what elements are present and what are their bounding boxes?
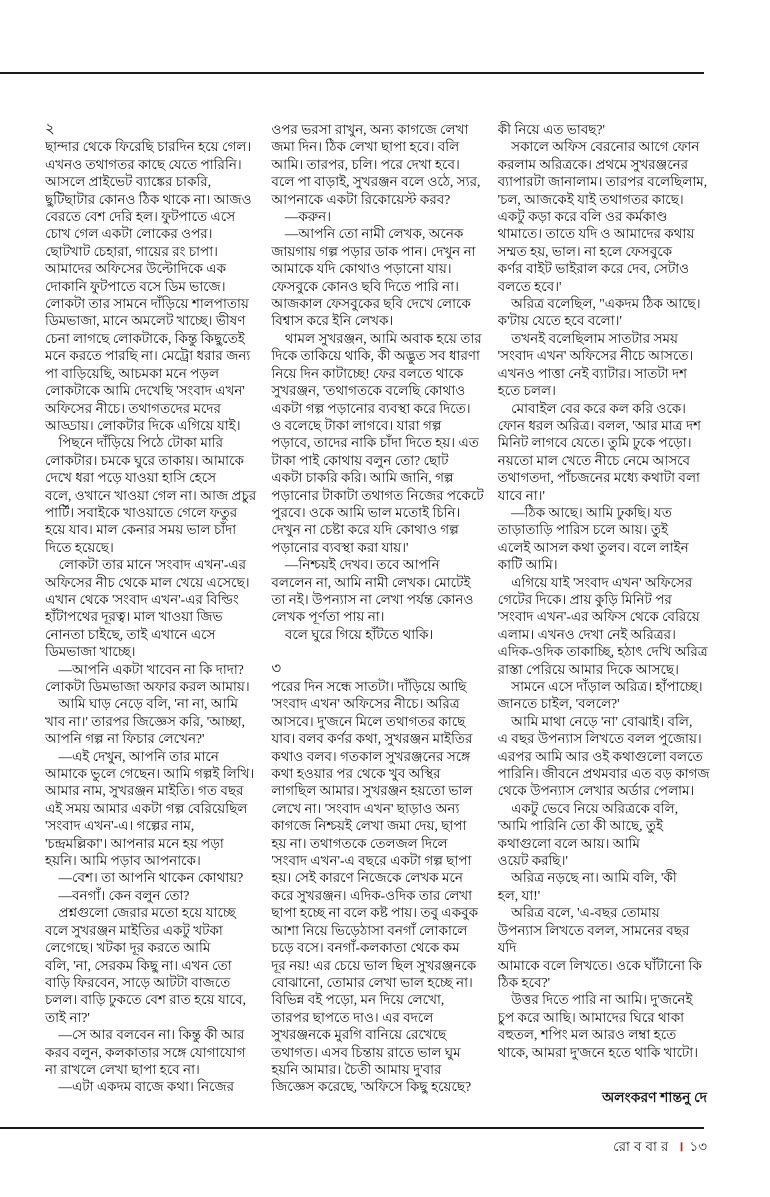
text-line: 'সংবাদ এখন'-এর অফিস থেকে বেরিয়ে bbox=[497, 609, 700, 625]
text-line: ডিমভাজা, মানে অমলেট খাচ্ছে। ভীষণ bbox=[45, 313, 246, 329]
text-line: আমি মাথা নেড়ে 'না' বোঝাই। বলি, bbox=[497, 713, 693, 729]
text-line: এ বছর উপন্যাস লিখতে বলল পুজোয়। bbox=[497, 731, 702, 747]
footer-rule bbox=[0, 1127, 704, 1129]
text-line: ছান্দার থেকে ফিরেছি চারদিন হয়ে গেল। bbox=[45, 139, 252, 155]
text-line: সুখরঞ্জনকে মুরগি বানিয়ে রেখেছে bbox=[271, 1027, 447, 1043]
text-line: পার্টি। সবাইকে খাওয়াতে গেলে ফতুর bbox=[45, 504, 238, 520]
illustration-credit: অলংকরণ শান্তনু দে bbox=[602, 1091, 707, 1106]
text-line: —এই দেখুন, আপনি তার মানে bbox=[45, 748, 219, 764]
text-line: আমার নাম, সুখরঞ্জন মাইতি। গত বছর bbox=[45, 783, 244, 799]
text-line: আমাকে ভুলে গেছেন। আমি গল্পই লিখি। bbox=[45, 766, 255, 782]
text-line: সকালে অফিস বেরনোর আগে ফোন bbox=[497, 139, 700, 155]
text-line: বলে পা বাড়াই, সুখরঞ্জন বলে ওঠে, স্যর, bbox=[271, 174, 481, 190]
text-line: আশা নিয়ে ভিড়েঠাসা বনগাঁ লোকালে bbox=[271, 922, 468, 938]
text-line: চেনা লাগছে লোকটাকে, কিন্তু কিছুতেই bbox=[45, 330, 245, 346]
text-line: লোকটাকে আমি দেখেছি 'সংবাদ এখন' bbox=[45, 383, 245, 399]
text-line: জমা দিন। ঠিক লেখা ছাপা হবে। বলি bbox=[271, 139, 460, 155]
text-line: ব্যাপারটা জানালাম। তারপর বলেছিলাম, bbox=[497, 174, 708, 190]
text-line: দেখে ধরা পড়ে যাওয়া হাসি হেসে bbox=[45, 470, 217, 486]
text-line: —বেশ। তা আপনি থাকেন কোথায়? bbox=[45, 870, 244, 886]
text-line: একটা গল্প পড়ানোর ব্যবস্থা করে দিতে। bbox=[271, 400, 471, 416]
text-line: কথাও বলব। গতকাল সুখরঞ্জনের সঙ্গে bbox=[271, 748, 471, 764]
text-line: চড়ে বসে। বনগাঁ-কলকাতা থেকে কম bbox=[271, 940, 460, 956]
text-line: জানতে চাইল, 'বললে?' bbox=[497, 696, 620, 712]
text-line: তারপর ছাপতে দাও। এর বদলে bbox=[271, 1009, 434, 1025]
text-line: যাবে না।' bbox=[497, 487, 545, 503]
text-line: থাকে, আমরা দু'জনে হতে থাকি খাটো। bbox=[497, 1044, 699, 1060]
text-line: 'সংবাদ এখন' অফিসের নীচে আসতে। bbox=[497, 348, 694, 364]
text-line bbox=[271, 643, 484, 660]
text-line: কথাগুলো বলে আয়। আমি bbox=[497, 835, 640, 851]
text-line: আমি। তারপর, চলি। পরে দেখা হবে। bbox=[271, 156, 460, 172]
story-text bbox=[45, 121, 711, 1096]
text-line: আমি ঘাড় নেড়ে বলি, 'না না, আমি bbox=[45, 696, 239, 712]
text-line: দেখুন না চেষ্টা করে যদি কোথাও গল্প bbox=[271, 522, 459, 538]
text-line: অরিত্র বলেছিল, "একদম ঠিক আছে। bbox=[497, 296, 701, 312]
text-line: ঠিক হবে?' bbox=[497, 974, 551, 990]
text-line: ছুটিছাটার কোনও ঠিক থাকে না। আজও bbox=[45, 191, 252, 207]
text-line: চলল। বাড়ি ঢুকতে বেশ রাত হয়ে যাবে, bbox=[45, 992, 246, 1008]
text-line: ছাপা হচ্ছে না বলে কষ্ট পায়। তবু একবুক bbox=[271, 905, 479, 921]
text-line: এলাম। এখনও দেখা নেই অরিত্রর। bbox=[497, 626, 676, 642]
text-line: —এটা একদম বাজে কথা। নিজের bbox=[45, 1079, 235, 1095]
text-line: হল, যা!' bbox=[497, 887, 541, 903]
text-line: আসলে প্রাইভেট ব্যাঙ্কের চাকরি, bbox=[45, 174, 212, 190]
text-line: বিশ্বাস করে ইনি লেখক। bbox=[271, 313, 394, 329]
text-line: এরপর আমি আর ওই কথাগুলো বলতে bbox=[497, 748, 703, 764]
text-line: —বনগাঁ। কেন বলুন তো? bbox=[45, 887, 190, 903]
text-line: হয় না। তথাগতকে তেলজল দিলে bbox=[271, 835, 448, 851]
text-line: নয়তো মাল খেতে নীচে নেমে আসবে bbox=[497, 452, 691, 468]
text-line: হয়ে যাব। মাল কেনার সময় ভাল চাঁদা bbox=[45, 522, 237, 538]
text-line: তখনই বলেছিলাম সাতটার সময় bbox=[497, 330, 678, 346]
text-line: জিজ্ঞেস করেছে, 'অফিসে কিছু হয়েছে? bbox=[271, 1079, 472, 1095]
text-line: ডিমভাজা খাচ্ছে। bbox=[45, 644, 136, 660]
text-line: থামাতে। তাতে যদি ও আমাদের কথায় bbox=[497, 226, 695, 242]
text-line: লাগছিল আমার। সুখরঞ্জন হয়তো ভাল bbox=[271, 783, 473, 799]
text-line: দোকানি ফুটপাতে বসে ডিম ভাজে। bbox=[45, 278, 226, 294]
text-line: সামনে এসে দাঁড়াল অরিত্র। হাঁপাচ্ছে। bbox=[497, 679, 703, 694]
text-line: মোবাইল বের করে কল করি ওকে। bbox=[497, 400, 687, 416]
text-line: এখান থেকে 'সংবাদ এখন'-এর বিল্ডিং bbox=[45, 591, 239, 607]
text-line: লোকটা তার মানে 'সংবাদ এখন'-এর bbox=[45, 557, 247, 573]
text-line: লোকটা ডিমভাজা অফার করল আমায়। bbox=[45, 679, 250, 694]
text-line: এদিক-ওদিক তাকাচ্ছি, হঠাৎ দেখি অরিত্র bbox=[497, 644, 708, 660]
text-line: গেটের দিকে। প্রায় কুড়ি মিনিট পর bbox=[497, 591, 672, 607]
text-line: রাস্তা পেরিয়ে আমার দিকে আসছে। bbox=[497, 661, 679, 677]
text-line: লেখক পূর্ণতা পায় না। bbox=[271, 609, 385, 625]
text-line: বোঝানো, তোমার লেখা ভাল হচ্ছে না। bbox=[271, 974, 473, 990]
text-line: —নিশ্চয়ই দেখব। তবে আপনি bbox=[271, 557, 440, 573]
text-line: এগিয়ে যাই 'সংবাদ এখন' অফিসের bbox=[497, 574, 693, 590]
text-line: 'চন্দ্রমল্লিকা'। আপনার মনে হয় পড়া bbox=[45, 835, 224, 851]
text-line: তথাগতদা, পাঁচজনের মধ্যে কথাটা বলা bbox=[497, 470, 700, 486]
text-line: ফেসবুকে কোনও ছবি দিতে পারি না। bbox=[271, 278, 459, 294]
text-line: বহুতল, শপিং মল আরও লম্বা হতে bbox=[497, 1027, 677, 1043]
text-line: মনে করতে পারছি না। মেট্রো ধরার জন্য bbox=[45, 348, 251, 364]
text-line: এখনও পাত্তা নেই ব্যাটার। সাতটা দশ bbox=[497, 365, 688, 381]
text-line: কাগজে নিশ্চয়ই লেখা জমা দেয়, ছাপা bbox=[271, 818, 467, 834]
text-line: প্রশ্নগুলো জেরার মতো হয়ে যাচ্ছে bbox=[45, 905, 236, 921]
text-line: চোখ গেল একটা লোকের ওপর। bbox=[45, 226, 213, 242]
text-line: আড্ডায়। লোকটার দিকে এগিয়ে যাই। bbox=[45, 417, 241, 433]
text-line: সম্মত হয়, ভাল। না হলে ফেসবুকে bbox=[497, 243, 673, 259]
top-rule bbox=[0, 72, 704, 74]
text-line: খাব না।' তারপর জিজ্ঞেস করি, 'আচ্ছা, bbox=[45, 713, 246, 729]
text-line: —সে আর বলবেন না। কিন্তু কী আর bbox=[45, 1027, 245, 1043]
text-column-3 bbox=[498, 121, 711, 1096]
text-line: থেকে উপন্যাস লেখার অর্ডার পেলাম। bbox=[497, 783, 695, 799]
text-line: লোকটা তার সামনে দাঁড়িয়ে শালপাতায় bbox=[45, 296, 249, 312]
text-line: আজকাল ফেসবুকের ছবি দেখে লোকে bbox=[271, 296, 471, 312]
text-line: পরের দিন সন্ধে সাতটা। দাঁড়িয়ে আছি bbox=[271, 679, 467, 694]
text-line: আমাকে যদি কোথাও পড়ানো যায়। bbox=[271, 261, 452, 277]
text-line: 'আমি পারিনি তো কী আছে, তুই bbox=[497, 818, 664, 834]
text-line: বাড়ি ফিরবেন, সাড়ে আটটা বাজতে bbox=[45, 974, 231, 990]
page-number: ১৩ bbox=[689, 1139, 707, 1154]
text-line: নোনতা চাইছে, তাই এখানে এসে bbox=[45, 626, 216, 642]
text-line: আসবে। দু'জনে মিলে তথাগতর কাছে bbox=[271, 713, 466, 729]
text-line: হয়নি আমার। চৈতী আমায় দু'বার bbox=[271, 1061, 442, 1077]
text-line: —করুন। bbox=[271, 209, 332, 225]
text-line: 'সংবাদ এখন'-এ বছরে একটা গল্প ছাপা bbox=[271, 853, 472, 869]
text-line: ও বলেছে টাকা লাগবে। যারা গল্প bbox=[271, 417, 442, 433]
text-line: পড়াবে, তাদের নাকি চাঁদা দিতে হয়। এত bbox=[271, 435, 479, 451]
text-line: —ঠিক আছে। আমি ঢুকছি। যত bbox=[497, 504, 672, 520]
magazine-name: রোববার bbox=[613, 1139, 673, 1154]
text-line: না রাখলে লেখা ছাপা হবে না। bbox=[45, 1061, 200, 1077]
text-line: ওয়েট করছি।' bbox=[497, 853, 568, 869]
text-line: কথা হওয়ার পর থেকে খুব অস্থির bbox=[271, 766, 441, 782]
text-line: পিছনে দাঁড়িয়ে পিঠে টোকা মারি bbox=[45, 435, 224, 451]
text-line: বলে, ওখানে খাওয়া গেল না। আজ প্রচুর bbox=[45, 487, 257, 503]
text-line: কর্ণর বাইট ভাইরাল করে দেব, সেটাও bbox=[497, 261, 690, 277]
text-line: হাঁটাপথের দূরত্ব। মাল খাওয়া জিভ bbox=[45, 609, 223, 625]
text-line: 'চল, আজকেই যাই তথাগতর কাছে। bbox=[497, 191, 684, 207]
text-line: মিনিট লাগবে যেতে। তুমি ঢুকে পড়ো। bbox=[497, 435, 692, 451]
text-column-1 bbox=[45, 121, 258, 1096]
text-line: আমাকে বলে লিখতে। ওকে ঘাঁটানো কি bbox=[497, 957, 702, 973]
text-line: ওপর ভরসা রাখুন, অন্য কাগজে লেখা bbox=[271, 122, 469, 137]
footer-separator: । bbox=[678, 1139, 684, 1154]
text-line: বলতে হবে।' bbox=[497, 278, 562, 294]
text-line: বলি, 'না, সেরকম কিছু না। এখন তো bbox=[45, 957, 232, 973]
text-line: বলে সুখরঞ্জন মাইতির একটু খটকা bbox=[45, 922, 223, 938]
text-line: তাই না?' bbox=[45, 1009, 90, 1025]
text-line: হতে চলল। bbox=[497, 383, 556, 399]
text-line: উপন্যাস লিখতে বলল, সামনের বছর যদি bbox=[497, 922, 693, 956]
text-line: লেখে না। 'সংবাদ এখন' ছাড়াও অন্য bbox=[271, 800, 460, 816]
text-line: হয়। সেই কারণে নিজেকে লেখক মনে bbox=[271, 870, 463, 886]
text-line: পা বাড়িয়েছি, আচমকা মনে পড়ল bbox=[45, 365, 220, 381]
text-line: —আপনি একটা খাবেন না কি দাদা? bbox=[45, 661, 244, 677]
text-line: আমাদের অফিসের উল্টোদিকে এক bbox=[45, 261, 227, 277]
text-line: পড়ানোর ব্যবস্থা করা যায়।' bbox=[271, 539, 409, 555]
text-line: দিতে হয়েছে। bbox=[45, 539, 114, 555]
text-line: চুপ করে আছি। আমাদের ঘিরে থাকা bbox=[497, 1009, 685, 1025]
text-line: পুরবে। ওকে আমি ভাল মতোই চিনি। bbox=[271, 504, 461, 520]
text-line: ফোন ধরল অরিত্র। বলল, 'আর মাত্র দশ bbox=[497, 417, 702, 433]
text-line: করব বলুন, কলকাতার সঙ্গে যোগাযোগ bbox=[45, 1044, 246, 1060]
text-line: দূর নয়! এর চেয়ে ভাল ছিল সুখরঞ্জনকে bbox=[271, 957, 477, 973]
text-line: একটু ভেবে নিয়ে অরিত্রকে বলি, bbox=[497, 800, 679, 816]
text-line: হয়নি। আমি পড়াব আপনাকে। bbox=[45, 853, 201, 869]
text-line: 'সংবাদ এখন'-এ। গল্পের নাম, bbox=[45, 818, 195, 834]
text-line: কী নিয়ে এত ভাবছ?' bbox=[497, 122, 605, 137]
text-line: আপনি গল্প না ফিচার লেখেন?' bbox=[45, 731, 205, 747]
text-line: ছোটখাট চেহারা, গায়ের রং চাপা। bbox=[45, 243, 218, 259]
text-line: একটা চাকরি করি। আমি জানি, গল্প bbox=[271, 470, 454, 486]
text-line: তা নই। উপন্যাস না লেখা পর্যন্ত কোনও bbox=[271, 591, 474, 607]
text-line: কাটি আমি। bbox=[497, 557, 558, 573]
text-line: বেরতে বেশ দেরি হল। ফুটপাতে এসে bbox=[45, 209, 236, 225]
text-line: অফিসের নীচে। তথাগতদের মদের bbox=[45, 400, 221, 416]
text-column-2 bbox=[271, 121, 484, 1096]
text-line: অরিত্র বলে, 'এ-বছর তোমায় bbox=[497, 905, 660, 921]
text-line: —আপনি তো নামী লেখক, অনেক bbox=[271, 226, 464, 242]
text-line: টাকা পাই কোথায় বলুন তো? ছোট bbox=[271, 452, 449, 468]
text-line: দিকে তাকিয়ে থাকি, কী অদ্ভুত সব ধারণা bbox=[271, 348, 480, 364]
text-line: একটু কড়া করে বলি ওর কর্মকাণ্ড bbox=[497, 209, 668, 225]
section-number: ২ bbox=[45, 121, 55, 137]
text-line: এই সময় আমার একটা গল্প বেরিয়েছিল bbox=[45, 800, 248, 816]
text-line: বললেন না, আমি নামী লেখক। মোটেই bbox=[271, 574, 471, 590]
text-line: পড়ানোর টাকাটা তথাগত নিজের পকেটে bbox=[271, 487, 484, 503]
text-line: এলেই আসল কথা তুলব। বলে লাইন bbox=[497, 539, 689, 555]
text-line: যাব। বলব কর্ণর কথা, সুখরঞ্জন মাইতির bbox=[271, 731, 473, 747]
text-line: অফিসের নীচ থেকে মাল খেয়ে এসেছে। bbox=[45, 574, 250, 590]
text-line: বলে ঘুরে গিয়ে হাঁটতে থাকি। bbox=[271, 626, 434, 642]
text-line: থামল সুখরঞ্জন, আমি অবাক হয়ে তার bbox=[271, 330, 482, 346]
text-line: জায়গায় গল্প পড়ার ডাক পান। দেখুন না bbox=[271, 243, 476, 259]
text-line: এখনও তথাগতর কাছে যেতে পারিনি। bbox=[45, 156, 242, 172]
text-line: লোকটার। চমকে ঘুরে তাকায়। আমাকে bbox=[45, 452, 244, 468]
text-line: লেগেছে। খটকা দূর করতে আমি bbox=[45, 940, 211, 956]
text-line: করলাম অরিত্রকে। প্রথমে সুখরঞ্জনের bbox=[497, 156, 689, 172]
text-line: নিয়ে দিন কাটাচ্ছে! ফের বলতে থাকে bbox=[271, 365, 464, 381]
text-line: ক'টায় যেতে হবে বলো।' bbox=[497, 313, 622, 329]
text-line: তথাগত। এসব চিন্তায় রাতে ভাল ঘুম bbox=[271, 1044, 461, 1060]
text-line: আপনাকে একটা রিকোয়েস্ট করব? bbox=[271, 191, 451, 207]
text-line: বিভিন্ন বই পড়ো, মন দিয়ে লেখো, bbox=[271, 992, 445, 1008]
text-line: উত্তর দিতে পারি না আমি। দু'জনেই bbox=[497, 992, 693, 1008]
text-line: অরিত্র নড়ছে না। আমি বলি, 'কী bbox=[497, 870, 677, 886]
text-line: সুখরঞ্জন, 'তথাগতকে বলেছি কোথাও bbox=[271, 383, 466, 399]
page-footer bbox=[613, 1136, 707, 1159]
section-number: ৩ bbox=[271, 660, 282, 677]
text-line: করে সুখরঞ্জন। এদিক-ওদিক তার লেখা bbox=[271, 887, 473, 903]
text-line: পারিনি। জীবনে প্রথমবার এত বড় কাগজ bbox=[497, 766, 710, 782]
text-line: তাড়াতাড়ি পারিস চলে আয়। তুই bbox=[497, 522, 669, 538]
text-line: 'সংবাদ এখন' অফিসের নীচে। অরিত্র bbox=[271, 696, 460, 712]
